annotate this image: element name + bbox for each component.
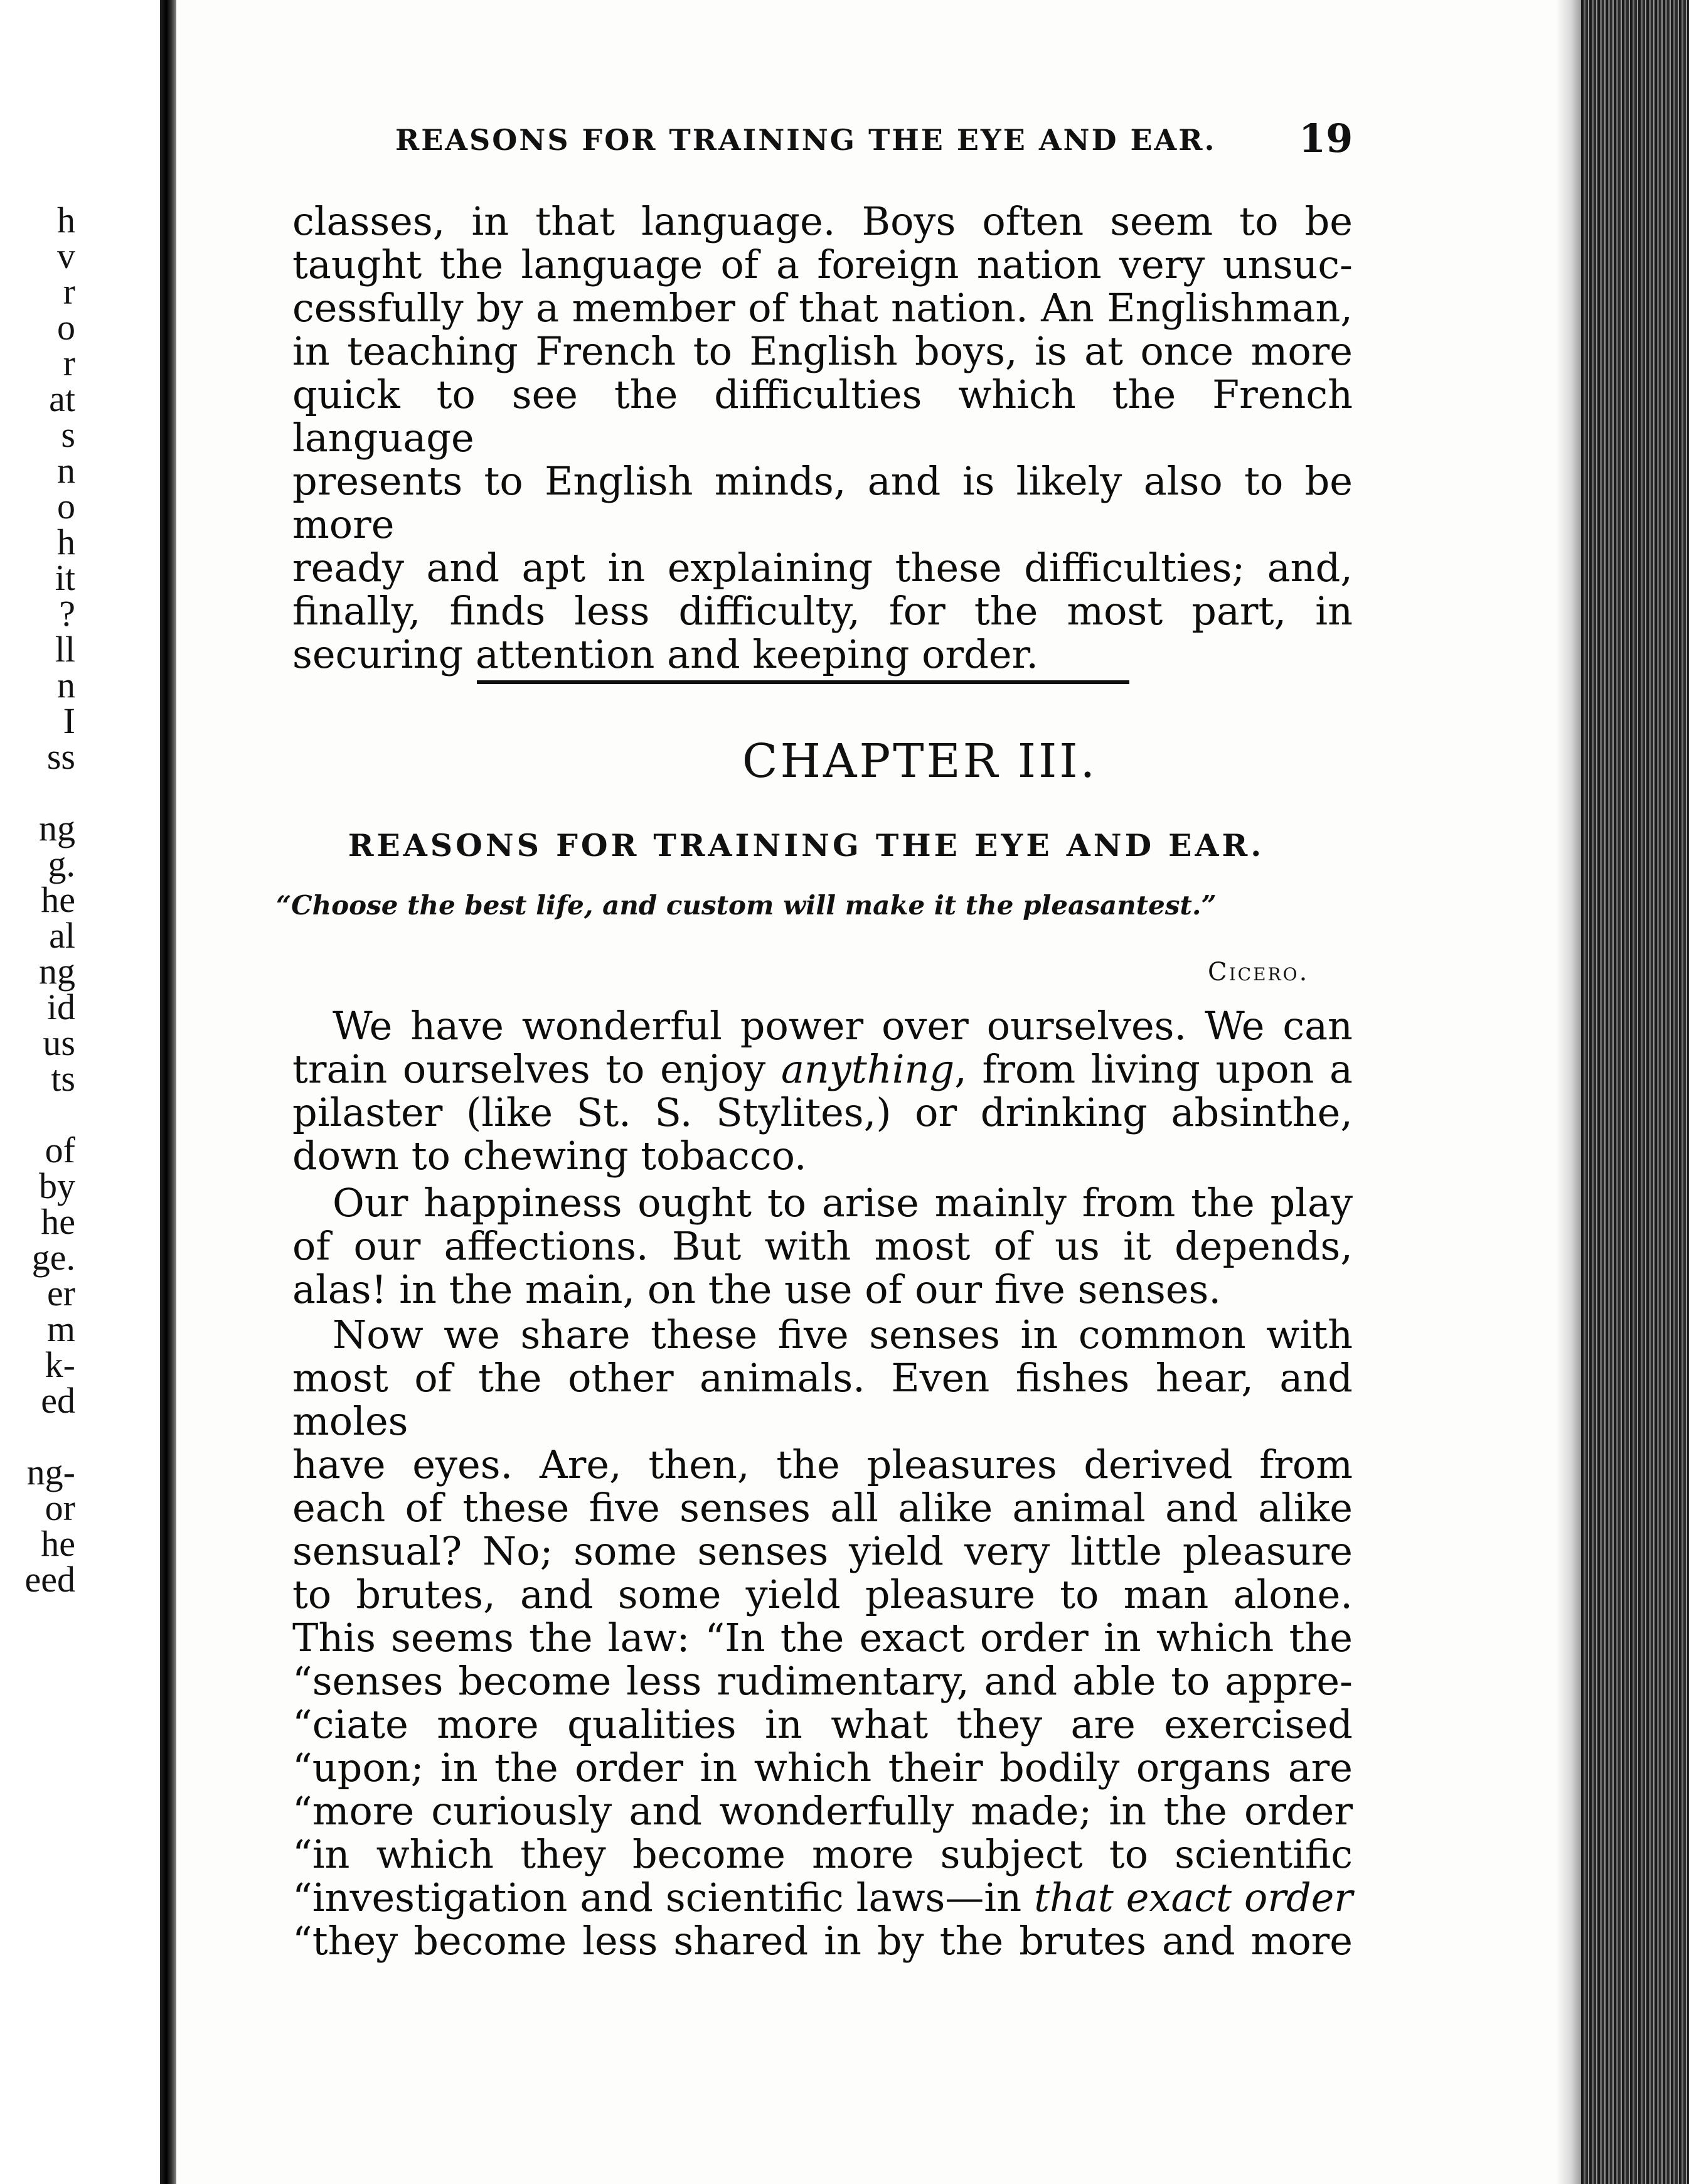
left-page-fragment: r: [63, 271, 75, 312]
paragraph-1: [292, 1004, 1353, 1177]
left-page-fragment: r: [63, 343, 75, 383]
text-line: in teaching French to English boys, is at once more: [292, 328, 1353, 374]
page-number: 19: [1299, 115, 1353, 161]
text-line: presents to English minds, and is likely also to be more: [292, 458, 1353, 547]
text-run: train ourselves to enjoy: [292, 1046, 781, 1092]
section-divider: [477, 680, 1129, 684]
text-line: sensual? No; some senses yield very little pleasure: [292, 1528, 1353, 1574]
text-line: [292, 1876, 1353, 1919]
text-line: alas! in the main, on the use of our five senses.: [292, 1266, 1222, 1312]
left-page-fragment: by: [39, 1165, 75, 1206]
text-line: of our affections. But with most of us it depends,: [292, 1223, 1353, 1269]
left-page-fragment: us: [43, 1022, 75, 1063]
text-line: “upon; in the order in which their bodily organs are: [292, 1745, 1353, 1791]
text-line: each of these five senses all alike animal and alike: [292, 1485, 1353, 1531]
text-line: to brutes, and some yield pleasure to man alone.: [292, 1571, 1353, 1617]
chapter-title: REASONS FOR TRAINING THE EYE AND EAR.: [348, 827, 1265, 864]
text-line: “ciate more qualities in what they are exercised: [292, 1701, 1353, 1747]
left-page-fragment: ge.: [31, 1237, 75, 1278]
running-head: REASONS FOR TRAINING THE EYE AND EAR.: [395, 123, 1217, 157]
left-page-fragment: ll: [55, 629, 75, 670]
paragraph-3: [292, 1313, 1353, 1962]
left-page-fragment: o: [57, 307, 75, 348]
left-page-fragment: or: [45, 1487, 75, 1528]
left-page-fragment: er: [46, 1273, 75, 1314]
text-line: pilaster (like St. S. Stylites,) or drinking absinthe,: [292, 1089, 1353, 1135]
left-page-fragment: ?: [59, 593, 75, 634]
text-line: securing attention and keeping order.: [292, 631, 1039, 677]
left-page-fragment: m: [46, 1309, 75, 1349]
left-page-fragment: I: [63, 700, 75, 741]
text-line: taught the language of a foreign nation very unsuc-: [292, 242, 1353, 287]
paragraph-2: [292, 1181, 1353, 1311]
text-line: “they become less shared in by the brutes and more: [292, 1918, 1353, 1964]
left-page-fragment: v: [57, 235, 75, 276]
text-run: , from living upon a: [954, 1046, 1353, 1092]
text-run: “investigation and scientific laws—in: [292, 1875, 1035, 1920]
left-page-fragment: h: [57, 200, 75, 240]
left-page-fragment: ts: [51, 1058, 75, 1099]
left-page-fragment: he: [41, 879, 75, 920]
text-line: We have wonderful power over ourselves. We can: [333, 1003, 1353, 1049]
left-page-fragment: h: [57, 522, 75, 562]
left-page-fragment: at: [49, 378, 75, 419]
text-line: down to chewing tobacco.: [292, 1133, 807, 1179]
left-page-fragment: s: [61, 414, 75, 455]
left-page-fragment: ng: [39, 808, 75, 848]
epigraph-attribution: Cicero.: [1208, 958, 1309, 987]
continued-paragraph: [292, 200, 1353, 676]
left-page-fragment: it: [55, 557, 75, 598]
text-line: classes, in that language. Boys often seem to be: [292, 198, 1353, 244]
left-page-fragment: he: [41, 1523, 75, 1564]
previous-page-fragment: [0, 0, 163, 2184]
text-line: “senses become less rudimentary, and able to appre-: [292, 1658, 1353, 1704]
left-page-fragment: ed: [41, 1380, 75, 1421]
text-line: quick to see the difficulties which the French language: [292, 372, 1353, 461]
text-line: most of the other animals. Even fishes hear, and moles: [292, 1355, 1353, 1444]
epigraph: “Choose the best life, and custom will make it the pleasantest.”: [276, 890, 1217, 921]
page-block-edges: [1581, 0, 1689, 2184]
book-gutter: [160, 0, 176, 2184]
left-page-fragment: ng-: [26, 1452, 75, 1492]
left-page-fragment: g.: [48, 843, 75, 884]
text-line: finally, finds less difficulty, for the most part, in: [292, 588, 1353, 634]
text-line: “in which they become more subject to scientific: [292, 1831, 1353, 1877]
left-page-fragment: k-: [45, 1344, 75, 1385]
left-page-fragment: he: [41, 1201, 75, 1242]
text-line: [292, 1047, 1353, 1091]
left-page-fragment: n: [57, 450, 75, 491]
text-line: Now we share these five senses in common with: [333, 1312, 1353, 1357]
left-page-fragment: ss: [46, 736, 75, 777]
text-line: have eyes. Are, then, the pleasures derived from: [292, 1442, 1353, 1487]
emphasis: anything: [781, 1046, 955, 1092]
emphasis: that exact order: [1034, 1875, 1353, 1920]
left-page-fragment: n: [57, 665, 75, 705]
text-line: “more curiously and wonderfully made; in the order: [292, 1788, 1353, 1834]
left-page-fragment: al: [49, 915, 75, 956]
left-page-fragment: id: [46, 987, 75, 1027]
left-page-fragment: o: [57, 486, 75, 527]
text-line: Our happiness ought to arise mainly from the play: [333, 1180, 1353, 1226]
chapter-number: CHAPTER III.: [742, 734, 1098, 788]
left-page-fragment: of: [45, 1130, 75, 1170]
text-line: ready and apt in explaining these difficulties; and,: [292, 545, 1353, 591]
text-line: cessfully by a member of that nation. An Englishman,: [292, 285, 1353, 331]
text-line: This seems the law: “In the exact order in which the: [292, 1615, 1353, 1661]
left-page-fragment: ng: [39, 951, 75, 992]
left-page-fragment: eed: [24, 1559, 75, 1600]
